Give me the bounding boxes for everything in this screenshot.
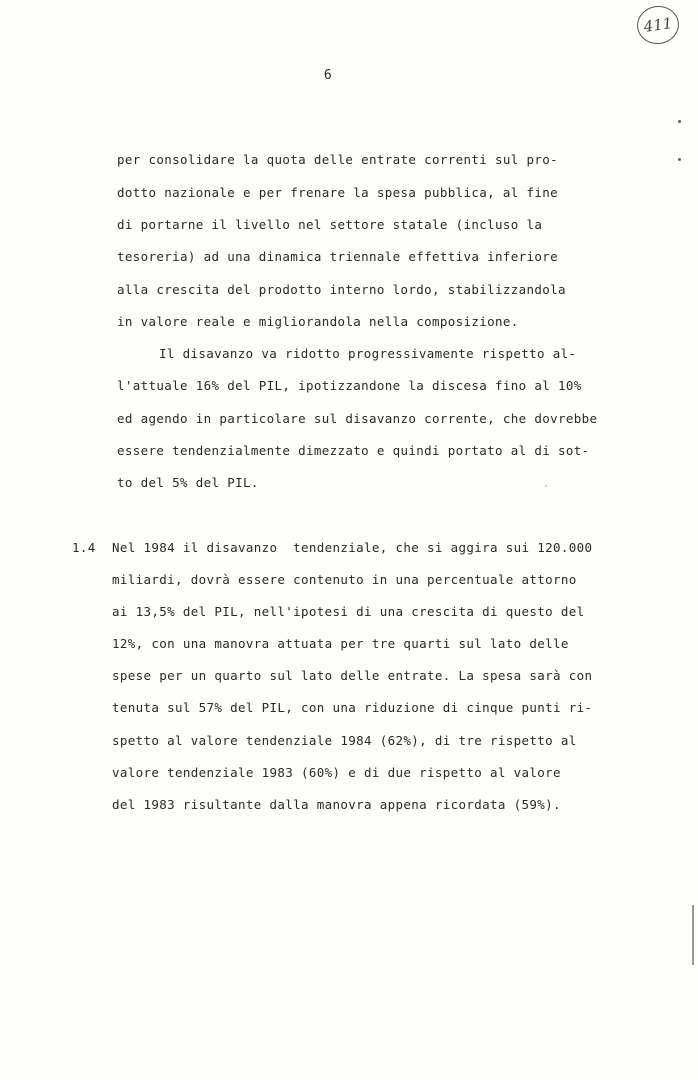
text-line: di portarne il livello nel settore statale (incluso la xyxy=(117,217,543,232)
text-line: tenuta sul 57% del PIL, con una riduzione di cinque punti ri- xyxy=(112,700,593,715)
text-line: per consolidare la quota delle entrate correnti sul pro- xyxy=(117,152,559,167)
handwritten-page-stamp: 411 xyxy=(635,3,682,46)
scan-speck xyxy=(678,120,681,123)
section-number: 1.4 xyxy=(72,540,96,555)
text-line: valore tendenziale 1983 (60%) e di due rispetto al valore xyxy=(112,765,561,780)
scan-speck xyxy=(545,485,547,487)
scan-edge-mark xyxy=(692,905,694,965)
text-line: del 1983 risultante dalla manovra appena ricordata (59%). xyxy=(112,797,561,812)
text-line: miliardi, dovrà essere contenuto in una percentuale attorno xyxy=(112,572,577,587)
text-line: ed agendo in particolare sul disavanzo corrente, che dovrebbe xyxy=(117,411,598,426)
text-line: Il disavanzo va ridotto progressivamente rispetto al- xyxy=(159,346,577,361)
text-line: in valore reale e migliorandola nella composizione. xyxy=(117,314,519,329)
text-line: alla crescita del prodotto interno lordo, stabilizzandola xyxy=(117,282,566,297)
text-line: to del 5% del PIL. xyxy=(117,475,259,490)
text-line: spese per un quarto sul lato delle entrate. La spesa sarà con xyxy=(112,668,593,683)
text-line: spetto al valore tendenziale 1984 (62%), di tre rispetto al xyxy=(112,733,577,748)
text-line: ai 13,5% del PIL, nell'ipotesi di una crescita di questo del xyxy=(112,604,585,619)
text-line: tesoreria) ad una dinamica triennale effettiva inferiore xyxy=(117,249,559,264)
text-line: essere tendenzialmente dimezzato e quindi portato al di sot- xyxy=(117,443,590,458)
text-line: 12%, con una manovra attuata per tre quarti sul lato delle xyxy=(112,636,569,651)
page-number: 6 xyxy=(323,68,333,83)
text-line: Nel 1984 il disavanzo tendenziale, che si aggira sui 120.000 xyxy=(112,540,593,555)
text-line: l'attuale 16% del PIL, ipotizzandone la discesa fino al 10% xyxy=(117,378,582,393)
text-line: dotto nazionale e per frenare la spesa pubblica, al fine xyxy=(117,185,559,200)
scan-speck xyxy=(678,158,681,161)
